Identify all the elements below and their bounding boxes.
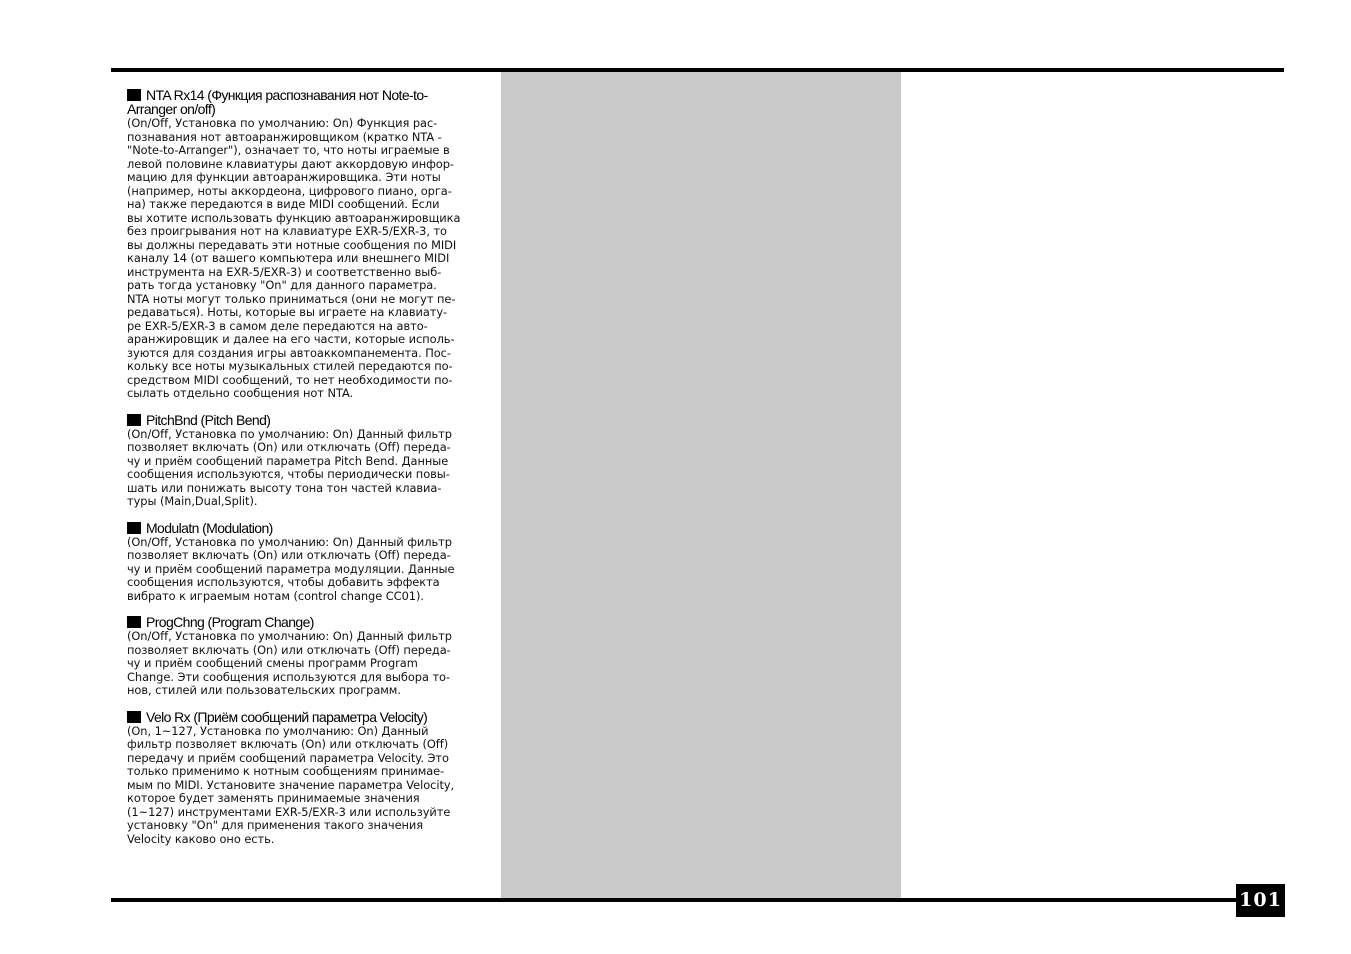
section-modulatn	[127, 521, 479, 604]
section-body: (On/Off, Установка по умолчанию: On) Функция рас- познавания нот автоаранжировщиком (кратко NTA - "Note-to-Arranger"), означает то, что ноты играемые в левой половине клавиатуры дают аккордовую инфор- мацию для функции автоаранжировщика. Эти ноты (например, ноты аккордеона, цифрового пиано, орга- на) также передаются в виде MIDI сообщений. Если вы хотите использовать функцию автоаранжировщика без проигрывания нот на клавиатуре EXR-5/EXR-3, то вы должны передавать эти нотные сообщения по MIDI каналу 14 (от вашего компьютера или внешнего MIDI инструмента на EXR-5/EXR-3) и соответственно выб- рать тогда установку "On" для данного параметра. NTA ноты могут только приниматься (они не могут пе- редаваться). Ноты, которые вы играете на клавиату- ре EXR-5/EXR-3 в самом деле передаются на авто- аранжировщик и далее на его части, которые исполь- зуются для создания игры автоаккомпанемента. Пос- кольку все ноты музыкальных стилей передаются по- средством MIDI сообщений, то нет необходимости по- сылать отдельно сообщения нот NTA.	[127, 116, 461, 400]
bottom-rule	[111, 898, 1236, 902]
section-title-text: Modulatn (Modulation)	[146, 519, 273, 536]
section-heading	[127, 521, 479, 535]
section-heading	[127, 413, 479, 427]
bullet-square-icon	[127, 414, 141, 426]
section-heading	[127, 615, 479, 629]
section-heading	[127, 710, 479, 724]
section-body: (On/Off, Установка по умолчанию: On) Данный фильтр позволяет включать (On) или отключать (Off) переда- чу и приём сообщений смены программ Program Change. Эти сообщения используются для выбора то- нов, стилей или пользовательских программ.	[127, 629, 452, 697]
bullet-square-icon	[127, 711, 141, 723]
section-heading	[127, 88, 479, 116]
section-title-text: ProgChng (Program Change)	[146, 614, 314, 630]
bullet-square-icon	[127, 89, 141, 101]
section-velo-rx	[127, 710, 479, 847]
bullet-square-icon	[127, 616, 141, 628]
bullet-square-icon	[127, 522, 141, 534]
section-body: (On/Off, Установка по умолчанию: On) Данный фильтр позволяет включать (On) или отключать (Off) переда- чу и приём сообщений параметра Pitch Bend. Данные сообщения используются, чтобы периодически повы- шать или понижать высоту тона тон частей клавиа- туры (Main,Dual,Split).	[127, 426, 452, 508]
section-pitchbnd	[127, 413, 479, 509]
section-progchng	[127, 615, 479, 698]
section-nta-rx14	[127, 88, 479, 401]
section-title-text: NTA Rx14 (Функция распознавания нот Note-to- Arranger on/off)	[127, 87, 428, 117]
gray-panel	[501, 72, 901, 898]
section-title-text: PitchBnd (Pitch Bend)	[146, 411, 271, 428]
text-column	[127, 88, 479, 858]
section-title-text: Velo Rx (Приём сообщений параметра Velocity)	[146, 708, 428, 725]
page-number: 101	[1236, 884, 1285, 917]
section-body: (On, 1~127, Установка по умолчанию: On) Данный фильтр позволяет включать (On) или отключать (Off) передачу и приём сообщений параметра Velocity. Это только применимо к нотным сообщениям принимае- мым по MIDI. Установите значение параметра Velocity, которое будет заменять принимаемые значения (1~127) инструментами EXR-5/EXR-3 или используйте установку "On" для применения такого значения Velocity каково оно есть.	[127, 723, 455, 846]
section-body: (On/Off, Установка по умолчанию: On) Данный фильтр позволяет включать (On) или отключать (Off) переда- чу и приём сообщений параметра модуляции. Данные сообщения используются, чтобы добавить эффекта вибрато к играемым нотам (control change CC01).	[127, 534, 455, 603]
